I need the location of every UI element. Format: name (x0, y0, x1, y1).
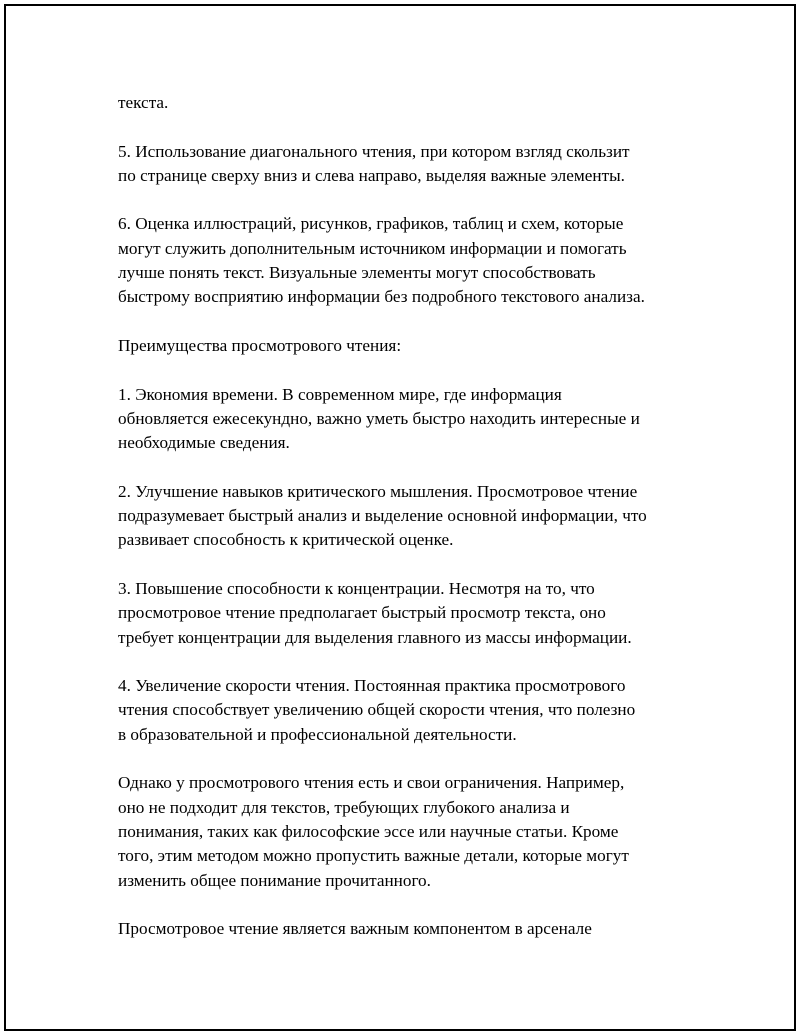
text-line: оно не подходит для текстов, требующих глубокого анализа и (118, 797, 570, 817)
paragraph-gap (118, 893, 698, 917)
paragraph-advantage-1 (118, 383, 698, 456)
text-line: развивает способность к критической оценке. (118, 530, 454, 550)
text-line: требует концентрации для выделения главного из массы информации. (118, 627, 632, 647)
text-line: в образовательной и профессиональной деятельности. (118, 724, 517, 744)
paragraph-gap (118, 188, 698, 212)
text-line: Просмотровое чтение является важным компонентом в арсенале (118, 919, 592, 939)
text-line: необходимые сведения. (118, 433, 290, 453)
paragraph-conclusion (118, 917, 698, 941)
text-line: изменить общее понимание прочитанного. (118, 870, 431, 890)
paragraph-item-5 (118, 140, 698, 189)
text-line: того, этим методом можно пропустить важные детали, которые могут (118, 846, 629, 866)
paragraph-gap (118, 358, 698, 382)
paragraph-gap (118, 455, 698, 479)
document-body (118, 91, 698, 941)
text-line: подразумевает быстрый анализ и выделение основной информации, что (118, 506, 647, 526)
text-line: текста. (118, 93, 169, 112)
section-heading-advantages (118, 334, 698, 358)
paragraph-gap (118, 310, 698, 334)
paragraph-gap (118, 747, 698, 771)
paragraph-limitations (118, 771, 698, 892)
text-line: по странице сверху вниз и слева направо, выделяя важные элементы. (118, 165, 625, 185)
paragraph-gap (118, 115, 698, 139)
text-line: 6. Оценка иллюстраций, рисунков, графиков, таблиц и схем, которые (118, 214, 624, 234)
paragraph-continuation (118, 91, 698, 115)
paragraph-item-6 (118, 212, 698, 309)
paragraph-gap (118, 553, 698, 577)
paragraph-advantage-3 (118, 577, 698, 650)
text-line: Преимущества просмотрового чтения: (118, 335, 402, 355)
text-line: 1. Экономия времени. В современном мире, где информация (118, 384, 562, 404)
text-line: обновляется ежесекундно, важно уметь быстро находить интересные и (118, 408, 640, 428)
text-line: лучше понять текст. Визуальные элементы могут способствовать (118, 263, 596, 283)
text-line: 3. Повышение способности к концентрации. Несмотря на то, что (118, 578, 595, 598)
text-line: быстрому восприятию информации без подробного текстового анализа. (118, 287, 645, 307)
text-line: чтения способствует увеличению общей скорости чтения, что полезно (118, 700, 636, 720)
text-line: могут служить дополнительным источником информации и помогать (118, 238, 627, 258)
text-line: 2. Улучшение навыков критического мышления. Просмотровое чтение (118, 481, 638, 501)
text-line: Однако у просмотрового чтения есть и свои ограничения. Например, (118, 773, 625, 793)
paragraph-gap (118, 650, 698, 674)
paragraph-advantage-2 (118, 480, 698, 553)
text-line: 5. Использование диагонального чтения, при котором взгляд скользит (118, 141, 630, 161)
paragraph-advantage-4 (118, 674, 698, 747)
text-line: 4. Увеличение скорости чтения. Постоянная практика просмотрового (118, 676, 626, 696)
text-line: понимания, таких как философские эссе или научные статьи. Кроме (118, 821, 619, 841)
text-line: просмотровое чтение предполагает быстрый просмотр текста, оно (118, 603, 606, 623)
